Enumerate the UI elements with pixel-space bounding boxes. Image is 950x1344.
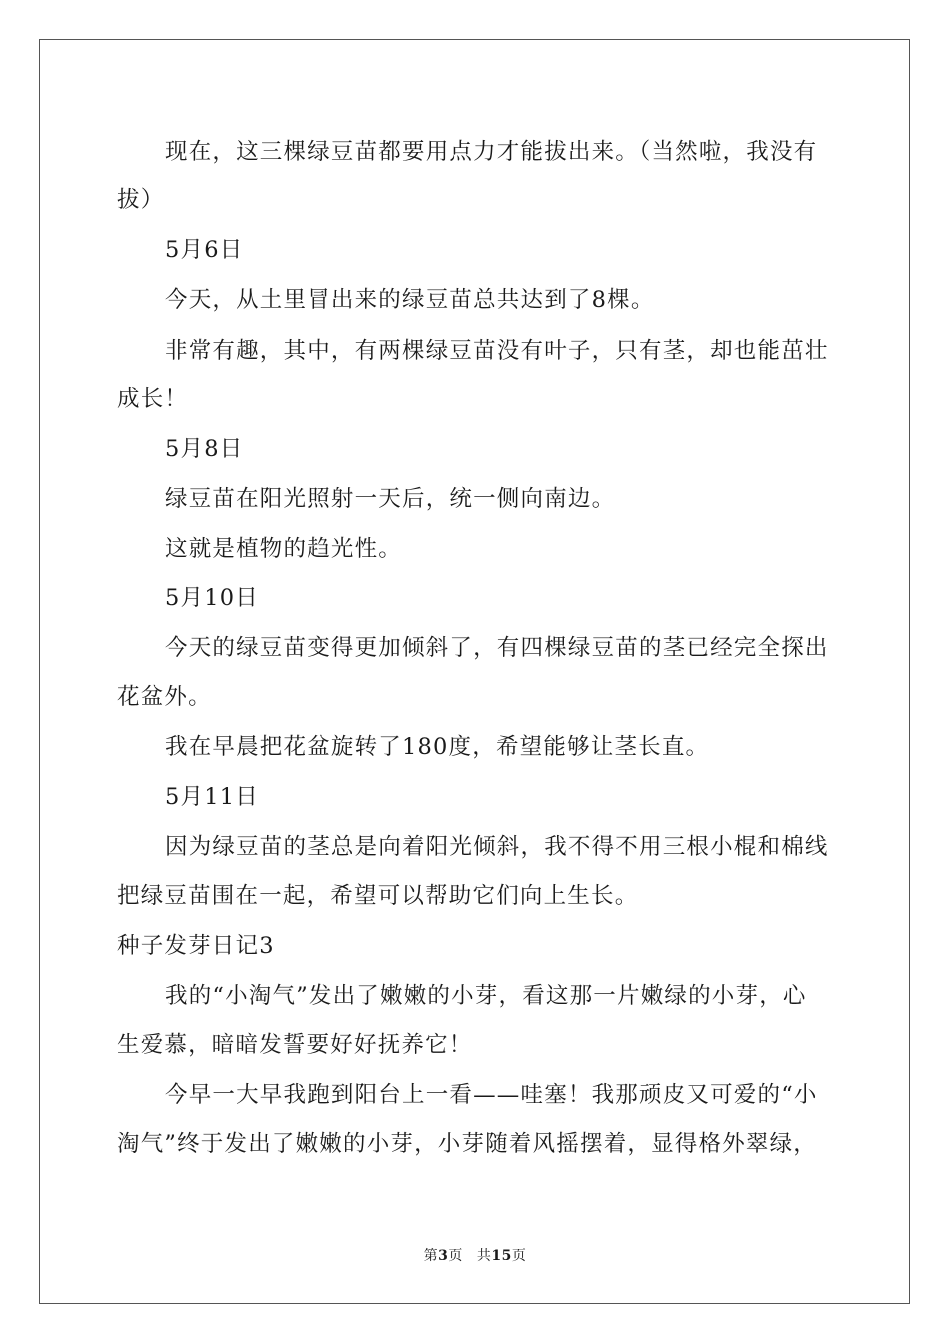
section-title: 种子发芽日记3 [117, 933, 275, 959]
page-label-pre: 第 [423, 1248, 439, 1264]
paragraph-line: 今天，从土里冒出来的绿豆苗总共达到了8棵。 [165, 287, 655, 313]
paragraph-line: 生爱慕，暗暗发誓要好好抚养它！ [117, 1032, 473, 1058]
date-heading: 5月10日 [165, 585, 259, 611]
total-label-pre: 共 [476, 1248, 492, 1264]
paragraph-line: 成长！ [117, 386, 189, 412]
paragraph-line: 非常有趣，其中，有两棵绿豆苗没有叶子，只有茎，却也能茁壮 [165, 338, 829, 364]
page-total: 15 [491, 1248, 512, 1264]
paragraph-line: 淘气”终于发出了嫩嫩的小芽，小芽随着风摇摆着，显得格外翠绿， [117, 1131, 818, 1157]
page-label-post: 页 [448, 1248, 463, 1264]
paragraph-line: 我在早晨把花盆旋转了180度，希望能够让茎长直。 [165, 734, 710, 760]
page-footer [0, 1247, 950, 1265]
paragraph-line: 现在，这三棵绿豆苗都要用点力才能拔出来。（当然啦，我没有 [165, 139, 818, 165]
date-heading: 5月11日 [165, 784, 259, 810]
paragraph-line: 因为绿豆苗的茎总是向着阳光倾斜，我不得不用三根小棍和棉线 [165, 834, 829, 860]
paragraph-line: 花盆外。 [117, 684, 212, 710]
paragraph-line: 拔） [117, 187, 165, 213]
paragraph-line: 今天的绿豆苗变得更加倾斜了，有四棵绿豆苗的茎已经完全探出 [165, 635, 829, 661]
paragraph-line: 把绿豆苗围在一起，希望可以帮助它们向上生长。 [117, 883, 639, 909]
date-heading: 5月8日 [165, 436, 244, 462]
paragraph-line: 绿豆苗在阳光照射一天后，统一侧向南边。 [165, 486, 616, 512]
date-heading: 5月6日 [165, 237, 244, 263]
page-border [39, 39, 910, 1304]
paragraph-line: 我的“小淘气”发出了嫩嫩的小芽，看这那一片嫩绿的小芽，心 [165, 983, 807, 1009]
paragraph-line: 这就是植物的趋光性。 [165, 536, 403, 562]
page-current: 3 [438, 1248, 449, 1264]
total-label-post: 页 [511, 1248, 527, 1264]
paragraph-line: 今早一大早我跑到阳台上一看——哇塞！我那顽皮又可爱的“小 [165, 1082, 818, 1108]
